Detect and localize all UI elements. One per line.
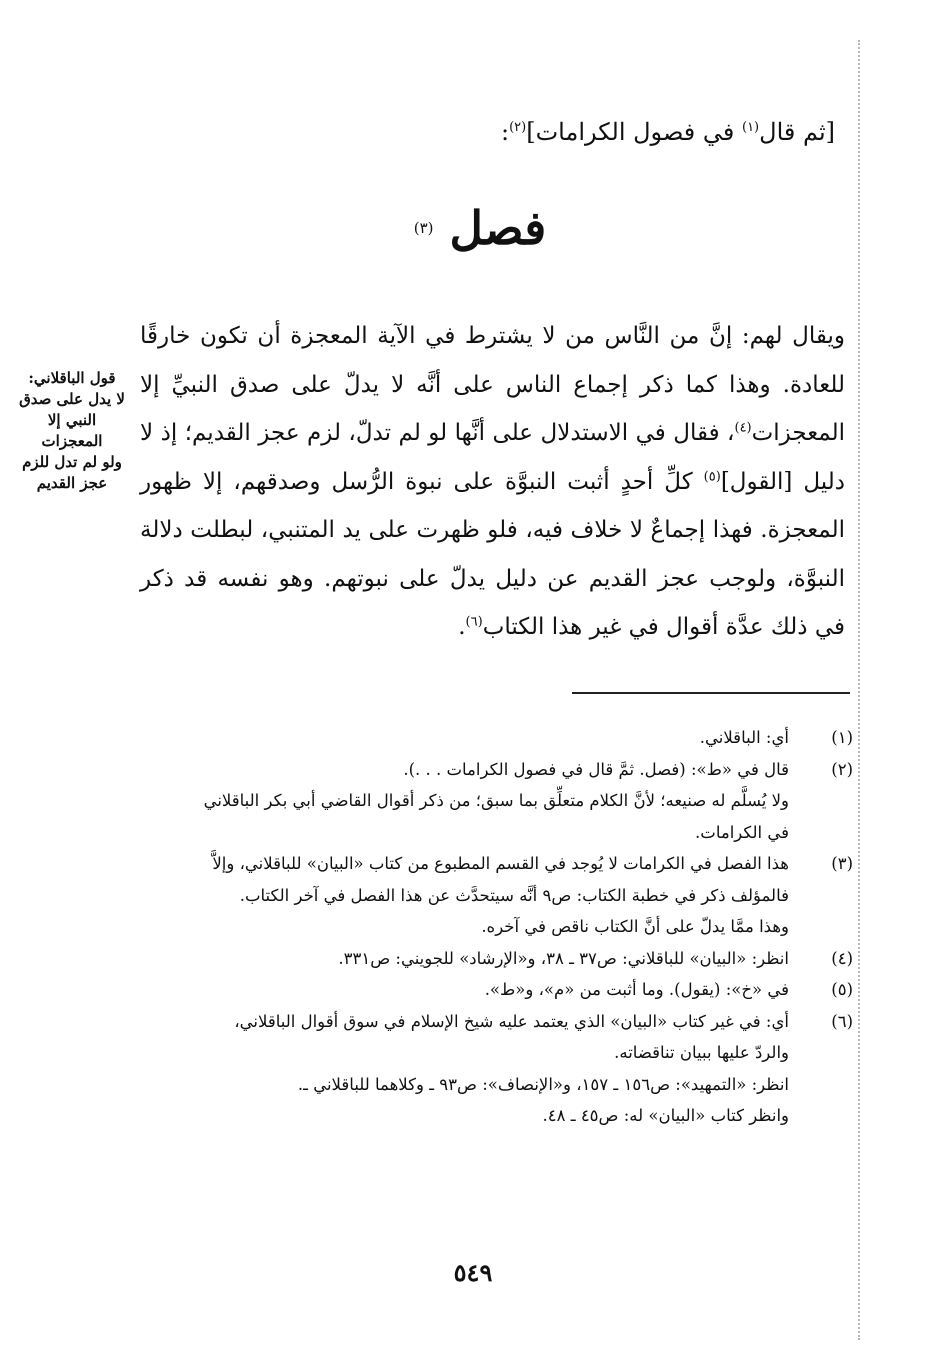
footnote-text: هذا الفصل في الكرامات لا يُوجد في القسم المطبوع من كتاب «البيان» للباقلاني، وإلاَّ: [212, 854, 789, 873]
footnote-separator: [572, 692, 850, 694]
footnote-text: ولا يُسلَّم له صنيعه؛ لأنَّ الكلام متعلِّق بما سبق؛ من ذكر أقوال القاضي أبي بكر الباقلاني: [203, 791, 789, 810]
footnote-ref-4: (٤): [734, 420, 752, 436]
footnote-ref-5: (٥): [703, 468, 721, 484]
footnote: [148, 722, 853, 754]
footnote: [148, 974, 853, 1006]
margin-note-line: النبي إلا المعجزات: [41, 411, 103, 450]
footnote-text: وانظر كتاب «البيان» له: ص٤٥ ـ ٤٨.: [542, 1106, 789, 1125]
footnote-text: في الكرامات.: [695, 822, 789, 842]
footnote-number: (٥): [831, 980, 853, 999]
margin-note: [18, 368, 126, 494]
footnote-text: انظر: «التمهيد»: ص١٥٦ ـ ١٥٧، و«الإنصاف»: ص٩٣ ـ وكلاهما للباقلاني ـ.: [297, 1074, 789, 1094]
footnote: [148, 943, 853, 975]
footnote-text: في «خ»: (يقول). وما أثبت من «م»، و«ط».: [484, 980, 789, 999]
footnote: [148, 754, 853, 849]
footnote-ref-1: (١): [741, 120, 760, 135]
footnote-number: (٣): [831, 854, 853, 873]
footnote-ref-2: (٢): [509, 120, 527, 135]
footnote-number: (١): [831, 728, 853, 747]
intro-line: [ثم قال$^{(١)}$ في فصول الكرامات]$^{(٢)}$:: [500, 118, 835, 146]
margin-note-line: ولو لم تدل للزم: [22, 453, 122, 471]
footnote-ref-6: (٦): [465, 614, 483, 630]
footnote-text: والردّ عليها ببيان تناقضاته.: [614, 1043, 789, 1062]
binding-dotted-line: [858, 40, 860, 1340]
page-number: ٥٤٩: [453, 1258, 493, 1287]
margin-note-line: قول الباقلاني:: [28, 369, 116, 387]
footnote: [148, 848, 853, 943]
footnote-number: (٢): [831, 759, 853, 779]
footnote: [148, 1006, 853, 1132]
footnote-text: انظر: «البيان» للباقلاني: ص٣٧ ـ ٣٨، و«الإرشاد» للجويني: ص٣٣١.: [338, 948, 789, 968]
section-heading: فصل $^{(٣)}$: [413, 201, 547, 255]
footnote-number: (٤): [831, 948, 853, 968]
footnote-text: فالمؤلف ذكر في خطبة الكتاب: ص٩ أنَّه سيتحدَّث عن هذا الفصل في آخر الكتاب.: [239, 885, 789, 905]
footnote-text: قال في «ط»: (فصل. ثمَّ قال في فصول الكرامات . . .).: [403, 759, 789, 779]
margin-note-line: لا يدل على صدق: [19, 390, 125, 408]
footnote-ref-3: (٣): [413, 219, 434, 237]
footnote-text: أي: الباقلاني.: [699, 728, 789, 747]
main-paragraph: ويقال لهم: إنَّ من النَّاس من لا يشترط في الآية المعجزة أن تكون خارقًا للعادة. وهذا كما ذكر إجماع الناس على أنَّه لا يدلّ على صدق النبيِّ إلا المعجزات$^{(٤)}$، فقال في الاستدلال على أنَّها لو لم تدلّ، لزم عجز القديم؛ إذ لا دليل [القول]$^{(٥)}$ كلِّ أحدٍ أثبت النبوَّة على نبوة الرُّسل وصدقهم، إلا ظهور المعجزة. فهذا إجماعٌ لا خلاف فيه، فلو ظهرت على يد المتنبي، لبطلت دلالة النبوَّة، ولوجب عجز القديم عن دليل يدلّ على نبوتهم. وهو نفسه قد ذكر في ذلك عدَّة أقوال في غير هذا الكتاب$^{(٦)}$.: [140, 323, 846, 640]
footnote-text: وهذا ممَّا يدلّ على أنَّ الكتاب ناقص في آخره.: [481, 917, 789, 936]
footnote-number: (٦): [831, 1011, 853, 1031]
footnote-text: أي: في غير كتاب «البيان» الذي يعتمد عليه شيخ الإسلام في سوق أقوال الباقلاني،: [234, 1011, 789, 1031]
margin-note-line: عجز القديم: [36, 474, 108, 492]
footnotes: [148, 722, 853, 1132]
